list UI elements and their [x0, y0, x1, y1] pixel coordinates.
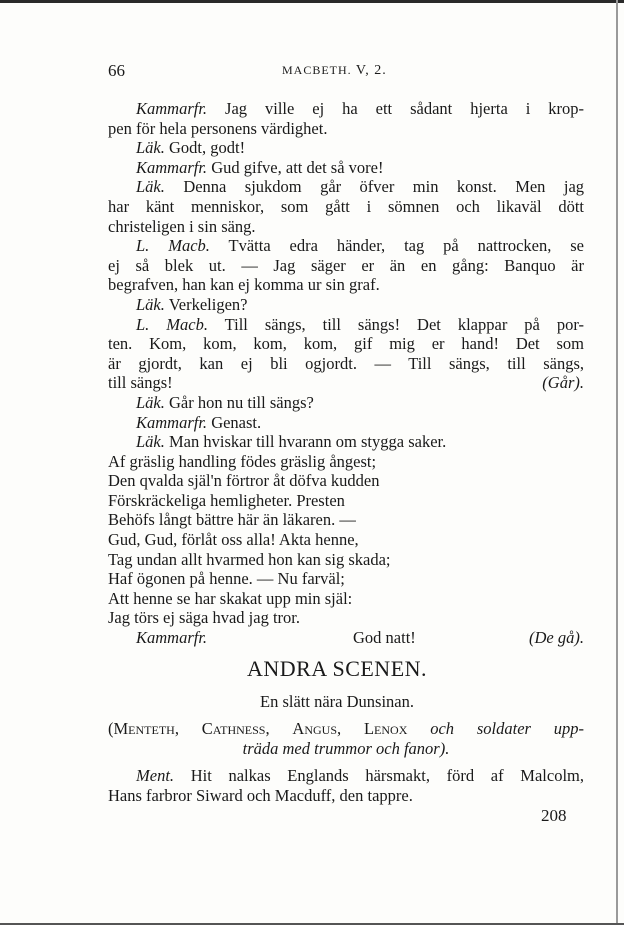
dialogue-line — [108, 217, 584, 237]
speaker: Läk. — [136, 392, 165, 412]
dialogue-line — [108, 138, 584, 158]
dialogue-line — [108, 413, 584, 433]
line-text: ten. Kom, kom, kom, kom, gif mig er hand! Det som — [108, 334, 584, 354]
speaker: Läk. — [136, 294, 165, 314]
page-right-edge — [616, 0, 618, 925]
line-text: ej så blek ut. — Jag säger er än en gång: Banquo är — [108, 255, 584, 275]
line-text: Hit nalkas Englands härsmakt, förd af Malcolm, — [190, 766, 584, 785]
scene-dialogue-block — [108, 766, 584, 806]
running-head-act-scene: V, 2. — [355, 63, 387, 78]
verse-line: Förskräckeliga hemligheter. Presten — [108, 490, 345, 510]
running-head — [282, 63, 387, 79]
verse-line: Haf ögonen på henne. — Nu farväl; — [108, 569, 345, 589]
line-text: Gud gifve, att det så vore! — [211, 157, 384, 177]
character-name: Angus — [292, 719, 338, 738]
speaker: Kammarfr. — [136, 412, 208, 432]
character-name: Lenox — [363, 719, 408, 738]
speaker: Kammarfr. — [136, 628, 208, 648]
closing-line — [108, 628, 584, 648]
page-number: 66 — [108, 61, 125, 80]
line-text: Går hon nu till sängs? — [169, 392, 314, 412]
dialogue-block — [108, 99, 584, 648]
dialogue-line — [108, 432, 584, 452]
speaker: Kammarfr. — [136, 157, 208, 177]
dialogue-line — [108, 197, 584, 217]
line-text: Jag ville ej ha ett sådant hjerta i krop- — [225, 99, 584, 118]
scene-title: ANDRA SCENEN. — [246, 656, 428, 681]
line-text: God natt! — [353, 628, 416, 648]
verse-line: Jag törs ej säga hvad jag tror. — [108, 608, 300, 628]
line-text: christeligen i sin säng. — [108, 216, 256, 236]
line-text: till sängs! — [108, 373, 173, 393]
stage-direction: (Går). — [542, 373, 584, 393]
scene-stage-direction — [108, 719, 584, 759]
dialogue-line — [108, 158, 584, 178]
sheet-number: 208 — [541, 806, 567, 825]
dialogue-line — [108, 99, 584, 119]
speaker: Kammarfr. — [136, 99, 208, 118]
speaker: Läk. — [136, 177, 165, 197]
line-text: har känt menniskor, som gått i sömnen och likaväl dött — [108, 196, 584, 216]
line-text: begrafven, han kan ej komma ur sin graf. — [108, 275, 380, 295]
line-text: Genast. — [211, 412, 262, 432]
verse-line: Gud, Gud, förlåt oss alla! Akta henne, — [108, 530, 359, 550]
dialogue-line — [108, 315, 584, 335]
verse-line: Tag undan allt hvarmed hon kan sig skada; — [108, 549, 391, 569]
dialogue-line — [108, 295, 584, 315]
speaker: Ment. — [136, 766, 175, 785]
line-text: är gjordt, kan ej bli ogjordt. — Till sängs, till sängs, — [108, 353, 584, 373]
dialogue-line — [108, 393, 584, 413]
verse-line: Af gräslig handling födes gräslig ångest; — [108, 451, 377, 471]
direction-and: och — [430, 719, 455, 738]
speaker: Läk. — [136, 138, 165, 158]
verse-line: Att henne se har skakat upp min själ: — [108, 588, 353, 608]
line-text: Till sängs, till sängs! Det klappar på por- — [224, 314, 584, 334]
paren: ( — [108, 719, 114, 738]
verse-line: Den qvalda själ'n förtror åt döfva kudden — [108, 471, 380, 491]
running-head-play: MACBETH. — [282, 63, 352, 77]
direction-line-2: träda med trummor och fanor). — [242, 739, 450, 758]
character-name: Cathness — [201, 719, 266, 738]
line-text: Hans farbror Siward och Macduff, den tappre. — [108, 786, 413, 805]
speaker: L. Macb. — [136, 236, 210, 256]
character-name: Menteth — [113, 719, 175, 738]
dialogue-line — [108, 334, 584, 354]
dialogue-line — [108, 275, 584, 295]
dialogue-line — [108, 786, 584, 806]
dialogue-line — [108, 256, 584, 276]
page-top-edge — [0, 0, 624, 3]
dialogue-line — [108, 354, 584, 374]
stage-direction: (De gå). — [529, 628, 584, 648]
verse-line: Behöfs långt bättre här än läkaren. — — [108, 510, 356, 530]
dialogue-line — [108, 373, 584, 393]
speaker: L. Macb. — [136, 314, 208, 334]
line-text: pen för hela personens värdighet. — [108, 118, 328, 138]
direction-text: soldater upp- — [476, 719, 585, 738]
direction-line-1: (Menteth, Cathness, Angus, Lenox och soldater upp- — [108, 719, 585, 738]
line-text: Tvätta edra händer, tag på nattrocken, se — [228, 236, 584, 256]
dialogue-line — [108, 236, 584, 256]
line-text: Godt, godt! — [169, 138, 246, 158]
dialogue-line — [108, 766, 584, 786]
dialogue-line — [108, 119, 584, 139]
line-text: Denna sjukdom går öfver min konst. Men jag — [183, 177, 585, 197]
scene-setting: En slätt nära Dunsinan. — [260, 692, 414, 711]
dialogue-line — [108, 177, 584, 197]
line-text: Verkeligen? — [168, 294, 248, 314]
speaker: Läk. — [136, 432, 165, 452]
line-text: Man hviskar till hvarann om stygga saker. — [169, 432, 447, 452]
